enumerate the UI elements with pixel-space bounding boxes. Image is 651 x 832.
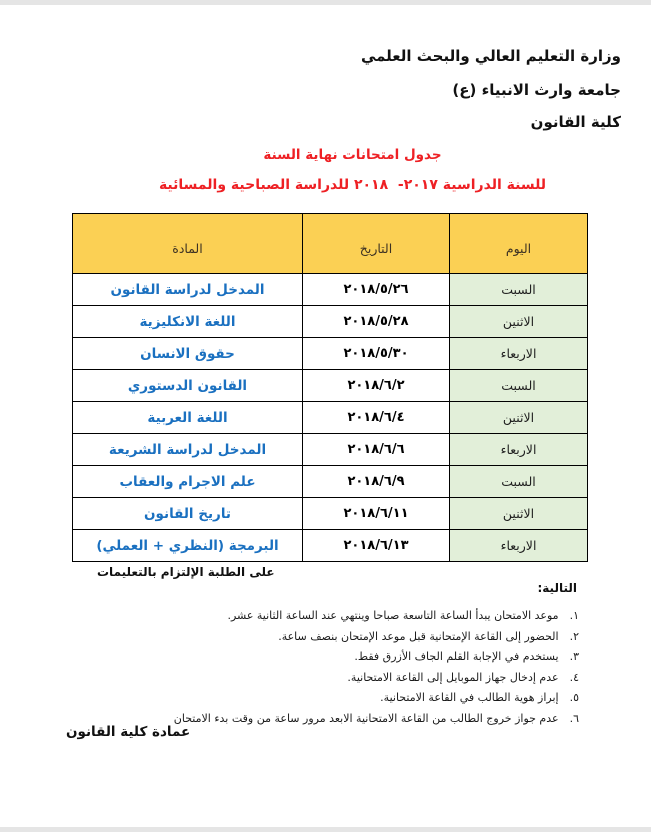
- table-row: [73, 370, 588, 402]
- date-cell: ٢٠١٨/٥/٢٨: [303, 306, 450, 338]
- day-cell: الاربعاء: [450, 338, 588, 370]
- day-cell: الاثنين: [450, 306, 588, 338]
- subject-cell: المدخل لدراسة الشريعة: [73, 434, 303, 466]
- instruction-text: موعد الامتحان يبدأ الساعة التاسعة صباحا وينتهي عند الساعة الثانية عشر.: [227, 609, 559, 622]
- table-row: [73, 274, 588, 306]
- instruction-item: [59, 671, 579, 692]
- instruction-item: [59, 691, 579, 712]
- instruction-text: عدم جواز خروج الطالب من القاعة الامتحانية الابعد مرور ساعة من وقت بدء الامتحان: [173, 711, 559, 725]
- instruction-number: ٤.: [569, 670, 579, 684]
- instruction-item: [59, 650, 579, 671]
- table-row: [73, 498, 588, 530]
- exam-schedule-table: [72, 213, 588, 562]
- subject-cell: القانون الدستوري: [73, 370, 303, 402]
- subject-cell: اللغة العربية: [73, 402, 303, 434]
- instruction-number: ٦.: [569, 711, 579, 725]
- day-cell: السبت: [450, 466, 588, 498]
- date-cell: ٢٠١٨/٦/٤: [303, 402, 450, 434]
- instruction-text: يستخدم في الإجابة القلم الجاف الأزرق فقط.: [354, 650, 559, 663]
- table-row: [73, 402, 588, 434]
- day-cell: الاثنين: [450, 402, 588, 434]
- date-cell: ٢٠١٨/٥/٣٠: [303, 338, 450, 370]
- table-body: [73, 274, 588, 562]
- table-row: [73, 466, 588, 498]
- instruction-number: ١.: [569, 609, 579, 622]
- column-header-subject: المادة: [73, 214, 303, 274]
- day-cell: الاربعاء: [450, 434, 588, 466]
- instructions-list: [59, 609, 579, 732]
- day-cell: الاثنين: [450, 498, 588, 530]
- instruction-number: ٣.: [569, 650, 579, 663]
- table-row: [73, 338, 588, 370]
- table-row: [73, 306, 588, 338]
- instruction-text: الحضور إلى القاعة الإمتحانية قبل موعد الإمتحان بنصف ساعة.: [278, 629, 559, 643]
- instruction-item: [59, 630, 579, 651]
- page-edge-top: [0, 0, 651, 5]
- date-cell: ٢٠١٨/٦/١٣: [303, 530, 450, 562]
- subject-cell: المدخل لدراسة القانون: [73, 274, 303, 306]
- academic-year-line: للسنة الدراسية ٢٠١٧- ٢٠١٨ للدراسة الصباحية والمسائية: [158, 177, 547, 193]
- subject-cell: البرمجة (النظري + العملي): [73, 530, 303, 562]
- instructions-following-label: التالية:: [537, 581, 577, 595]
- table-header-row: [73, 214, 588, 274]
- instruction-number: ٥.: [569, 691, 579, 704]
- deanship-signature: عمادة كلية القانون: [66, 724, 191, 740]
- subject-cell: علم الاجرام والعقاب: [73, 466, 303, 498]
- column-header-day: اليوم: [450, 214, 588, 274]
- column-header-date: التاريخ: [303, 214, 450, 274]
- instruction-text: إبراز هوية الطالب في القاعة الامتحانية.: [380, 691, 559, 704]
- date-cell: ٢٠١٨/٦/٢: [303, 370, 450, 402]
- subject-cell: تاريخ القانون: [73, 498, 303, 530]
- table-row: [73, 530, 588, 562]
- table-row: [73, 434, 588, 466]
- instruction-number: ٢.: [569, 629, 579, 643]
- university-title: جامعة وارث الانبياء (ع): [452, 81, 621, 99]
- day-cell: السبت: [450, 274, 588, 306]
- page-edge-bottom: [0, 827, 651, 832]
- schedule-title: جدول امتحانات نهاية السنة: [263, 147, 442, 163]
- date-cell: ٢٠١٨/٦/٦: [303, 434, 450, 466]
- subject-cell: حقوق الانسان: [73, 338, 303, 370]
- ministry-title: وزارة التعليم العالي والبحث العلمي: [360, 47, 621, 65]
- instructions-intro: على الطلبة الإلتزام بالتعليمات: [97, 565, 275, 579]
- date-cell: ٢٠١٨/٦/١١: [303, 498, 450, 530]
- date-cell: ٢٠١٨/٥/٢٦: [303, 274, 450, 306]
- college-title: كلية القانون: [530, 113, 621, 131]
- subject-cell: اللغة الانكليزية: [73, 306, 303, 338]
- date-cell: ٢٠١٨/٦/٩: [303, 466, 450, 498]
- instruction-text: عدم إدخال جهاز الموبايل إلى القاعة الامتحانية.: [347, 670, 559, 684]
- instruction-item: [59, 609, 579, 630]
- day-cell: السبت: [450, 370, 588, 402]
- day-cell: الاربعاء: [450, 530, 588, 562]
